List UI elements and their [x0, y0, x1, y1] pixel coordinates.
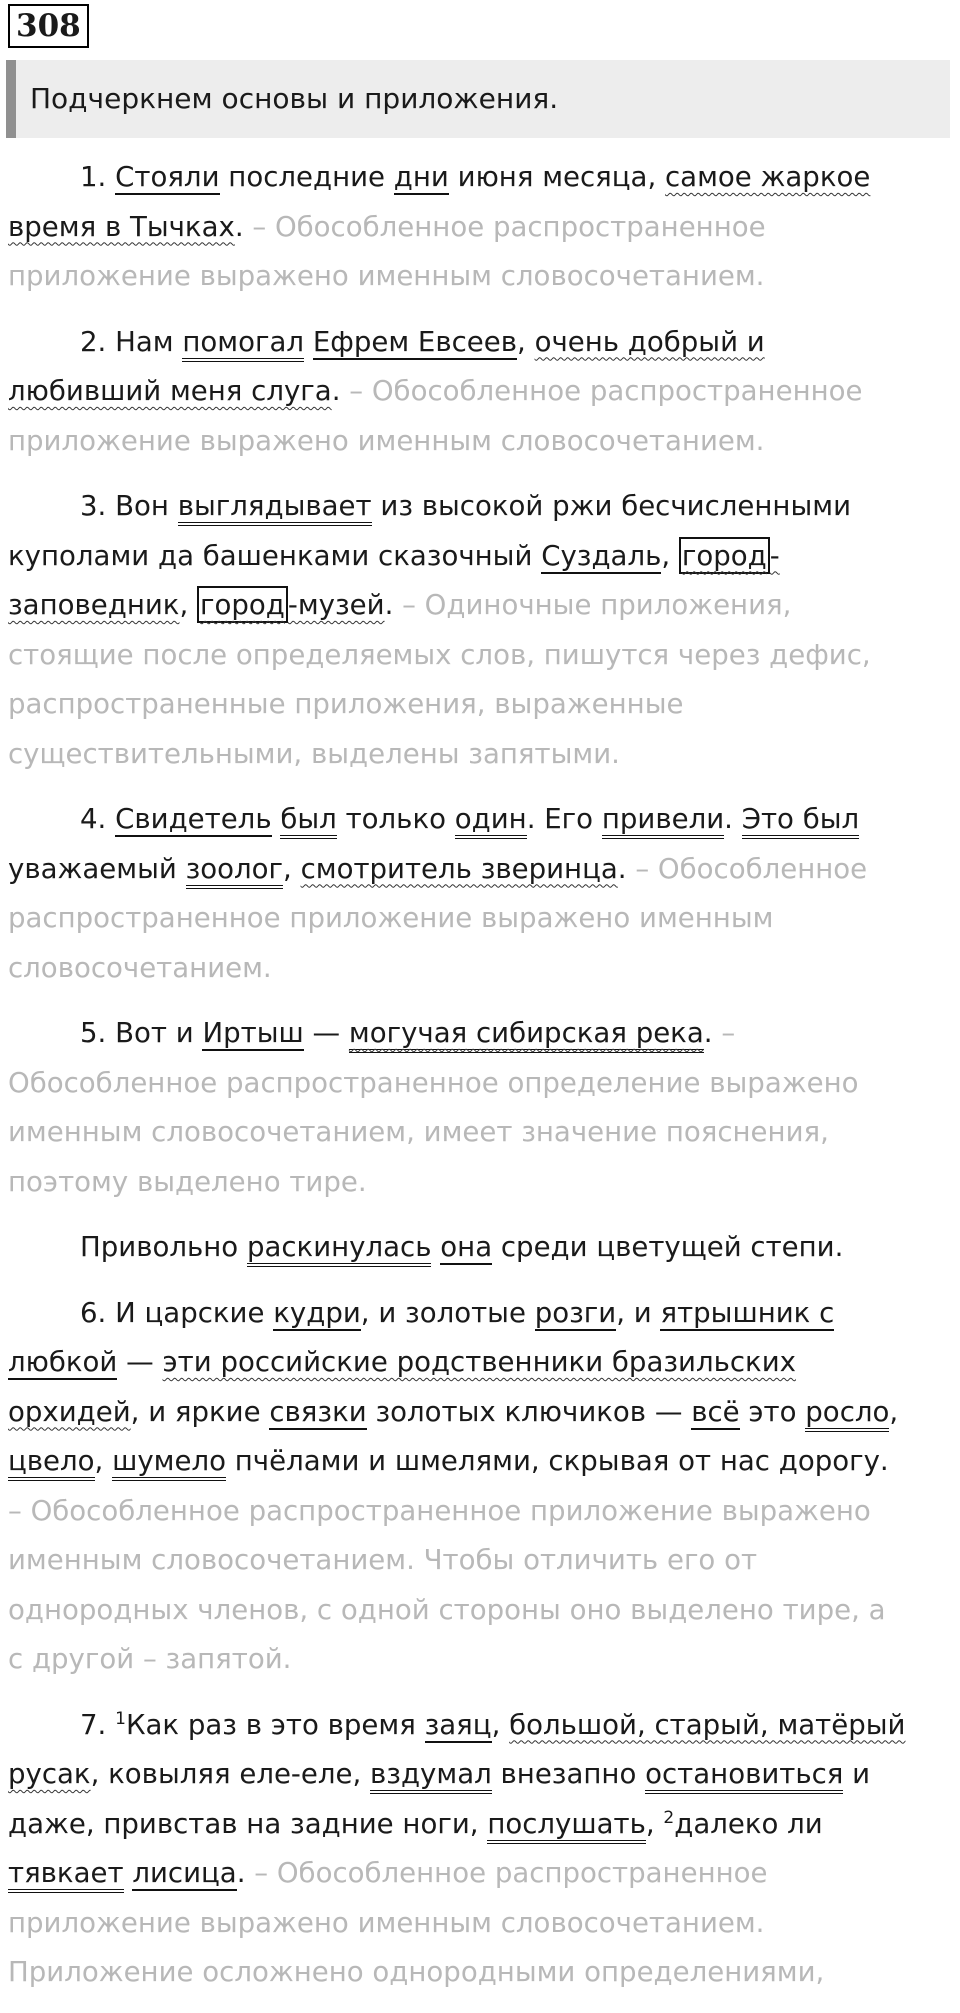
text: внезапно	[491, 1757, 646, 1790]
explanation: – Обособленное распространенное	[349, 374, 863, 407]
explanation: – Обособленное	[635, 851, 868, 885]
predicate: шумело	[112, 1444, 226, 1481]
text-line	[8, 1436, 956, 1486]
sentence-paragraph-2	[8, 317, 956, 466]
text-line	[8, 366, 956, 416]
text: .	[331, 374, 350, 407]
text: среди цветущей степи.	[492, 1230, 844, 1263]
text: последние	[219, 160, 394, 193]
predicate: послушать	[487, 1807, 646, 1844]
text: , и яркие	[130, 1394, 270, 1428]
explanation: поэтому выделено тире.	[8, 1164, 367, 1198]
text: только	[336, 802, 455, 835]
subject: заяц	[424, 1707, 492, 1741]
text: пчёлами и шмелями, скрывая от нас дорогу.	[226, 1444, 889, 1477]
text: 4.	[80, 802, 116, 835]
boxed-word: город	[197, 586, 288, 623]
text-line	[8, 1535, 956, 1585]
text-line	[8, 844, 956, 894]
text-line	[8, 1222, 956, 1272]
text-line	[8, 1337, 956, 1387]
text: .	[236, 1856, 255, 1889]
explanation: именным словосочетанием. Чтобы отличить его от	[8, 1543, 758, 1576]
explanation: – Одиночные приложения,	[402, 588, 792, 621]
text: 6. И царские	[80, 1295, 274, 1329]
predicate: зоолог	[186, 852, 283, 889]
subject: Стояли	[115, 160, 220, 193]
text: , ковыляя еле-еле,	[90, 1757, 371, 1790]
apposition: время в Тычках	[8, 209, 235, 243]
apposition-boxed-word	[679, 537, 770, 574]
text-line	[8, 1107, 956, 1157]
predicate: был	[280, 802, 336, 839]
sentence-paragraph-3	[8, 481, 956, 778]
text-line	[8, 893, 956, 943]
explanation: –	[721, 1016, 736, 1049]
predicate: раскинулась	[247, 1230, 432, 1267]
sentence-paragraph-6	[8, 1222, 956, 1272]
text: ,	[889, 1394, 899, 1428]
apposition: большой, старый, матёрый	[509, 1707, 906, 1741]
superscript: 1	[115, 1708, 126, 1729]
explanation: распространенные приложения, выраженные	[8, 687, 684, 720]
text-line	[8, 1634, 956, 1684]
text: ,	[179, 588, 198, 621]
text: 1.	[80, 160, 116, 193]
text: золотых ключиков —	[366, 1394, 692, 1428]
instruction-banner: Подчеркнем основы и приложения.	[6, 60, 950, 138]
text: Как раз в это время	[125, 1707, 425, 1741]
apposition: эти российские родственники бразильских	[162, 1345, 796, 1378]
text: 7.	[80, 1707, 116, 1741]
subject: ятрышник с	[660, 1295, 835, 1329]
text: даже, привстав на задние ноги,	[8, 1806, 488, 1840]
text-line	[8, 317, 956, 367]
text-line	[8, 1585, 956, 1635]
explanation: приложение выражено именным словосочетанием.	[8, 1905, 765, 1939]
boxed-word: город	[679, 537, 770, 574]
apposition: русак	[8, 1757, 91, 1790]
text: это	[739, 1394, 806, 1428]
apposition: -	[769, 538, 780, 572]
apposition: смотритель зверинца	[300, 851, 618, 885]
text: и	[843, 1757, 871, 1790]
text-line	[8, 416, 956, 466]
text-line	[8, 1947, 956, 1997]
apposition-boxed-word	[197, 586, 288, 623]
explanation: стоящие после определяемых слов, пишутся через дефис,	[8, 637, 871, 671]
text: 3. Вон	[80, 489, 178, 522]
subject: Суздаль	[541, 538, 662, 572]
subject: лисица	[132, 1856, 237, 1889]
text: ,	[94, 1444, 113, 1477]
text-line	[8, 152, 956, 202]
text-line	[8, 794, 956, 844]
subject: она	[440, 1230, 493, 1263]
predicate: помогал	[182, 325, 304, 362]
text-line	[8, 251, 956, 301]
superscript: 2	[663, 1807, 675, 1828]
text-line	[8, 1700, 956, 1750]
text: куполами да башенками сказочный	[8, 538, 542, 572]
text: уважаемый	[8, 851, 186, 885]
predicate: остановиться	[645, 1757, 843, 1794]
text: ,	[517, 324, 535, 358]
explanation: – Обособленное распространенное	[252, 209, 766, 243]
text-line	[8, 1848, 956, 1898]
subject: связки	[269, 1394, 367, 1428]
text-line	[8, 729, 956, 779]
sentence-paragraph-5	[8, 1008, 956, 1206]
text	[431, 1230, 440, 1263]
text: .	[617, 851, 636, 885]
apposition: заповедник	[8, 588, 180, 621]
text-line	[8, 1387, 956, 1437]
predicate: цвело	[8, 1444, 95, 1481]
predicate: вздумал	[370, 1757, 492, 1794]
subject: Иртыш	[202, 1016, 304, 1049]
text-line	[8, 630, 956, 680]
text: из высокой ржи бесчисленными	[371, 489, 851, 522]
text-line	[8, 531, 956, 581]
text-line	[8, 1486, 956, 1536]
explanation: именным словосочетанием, имеет значение пояснения,	[8, 1115, 829, 1148]
explanation: – Обособленное распространенное приложение выражено	[8, 1493, 871, 1527]
sentence-paragraph-8	[8, 1700, 956, 1997]
text: Привольно	[80, 1230, 247, 1263]
text: . Его	[526, 802, 602, 835]
text: июня месяца,	[448, 160, 666, 193]
predicate-apposition: могучая сибирская река	[349, 1016, 704, 1053]
text: 5. Вот и	[80, 1016, 203, 1049]
subject: Свидетель	[115, 802, 272, 835]
apposition: -музей	[287, 588, 385, 621]
predicate: Это был	[742, 802, 859, 839]
text-line	[8, 1008, 956, 1058]
text: .	[384, 588, 403, 621]
predicate: росло	[805, 1395, 889, 1432]
subject: всё	[691, 1394, 740, 1428]
subject: Ефрем Евсеев	[312, 324, 518, 358]
text: далеко ли	[674, 1806, 823, 1840]
text: ,	[491, 1707, 510, 1741]
text-line	[8, 1157, 956, 1207]
text-line	[8, 1749, 956, 1799]
exercise-number: 308	[8, 4, 89, 48]
explanation: приложение выражено именным словосочетанием.	[8, 423, 765, 457]
text-line	[8, 1799, 956, 1849]
text-line	[8, 580, 956, 630]
text-line	[8, 1898, 956, 1948]
predicate: один	[455, 802, 527, 839]
sentence-paragraph-1	[8, 152, 956, 301]
text: —	[117, 1345, 163, 1378]
text: ,	[661, 538, 679, 572]
text-line	[8, 202, 956, 252]
text: ,	[283, 851, 301, 885]
text-line	[8, 943, 956, 993]
text: —	[303, 1016, 349, 1049]
predicate: выглядывает	[178, 489, 372, 526]
explanation: существительными, выделены запятыми.	[8, 736, 620, 770]
predicate: привели	[602, 802, 724, 839]
text	[304, 325, 313, 358]
explanation: однородных членов, с одной стороны оно выделено тире, а	[8, 1592, 886, 1626]
subject: любкой	[8, 1345, 118, 1378]
apposition: самое жаркое	[665, 160, 871, 193]
explanation: с другой – запятой.	[8, 1642, 292, 1675]
sentence-paragraph-4	[8, 794, 956, 992]
subject: кудри	[273, 1295, 361, 1329]
text: , и золотые	[360, 1295, 535, 1329]
subject: розги	[534, 1295, 617, 1329]
sentence-paragraph-7	[8, 1288, 956, 1684]
text: .	[234, 209, 253, 243]
text: , и	[616, 1295, 661, 1329]
text: 2. Нам	[80, 324, 183, 358]
text-line	[8, 481, 956, 531]
explanation: – Обособленное распространенное	[254, 1856, 768, 1889]
subject: дни	[393, 160, 449, 193]
apposition: очень добрый и	[534, 324, 765, 358]
explanation: словосочетанием.	[8, 950, 272, 984]
apposition: орхидей	[8, 1394, 131, 1428]
apposition: любивший меня слуга	[8, 374, 332, 407]
exercise-content	[8, 152, 956, 2013]
text: .	[724, 802, 742, 835]
explanation: Приложение осложнено однородными определениями,	[8, 1955, 825, 1988]
predicate: тявкает	[8, 1856, 124, 1893]
explanation: Обособленное распространенное определение выражено	[8, 1065, 859, 1099]
text: .	[703, 1016, 722, 1049]
text-line	[8, 679, 956, 729]
text-line	[8, 1058, 956, 1108]
text-line	[8, 1288, 956, 1338]
explanation: распространенное приложение выражено именным	[8, 901, 774, 934]
explanation: приложение выражено именным словосочетанием.	[8, 259, 765, 292]
text: ,	[645, 1806, 664, 1840]
